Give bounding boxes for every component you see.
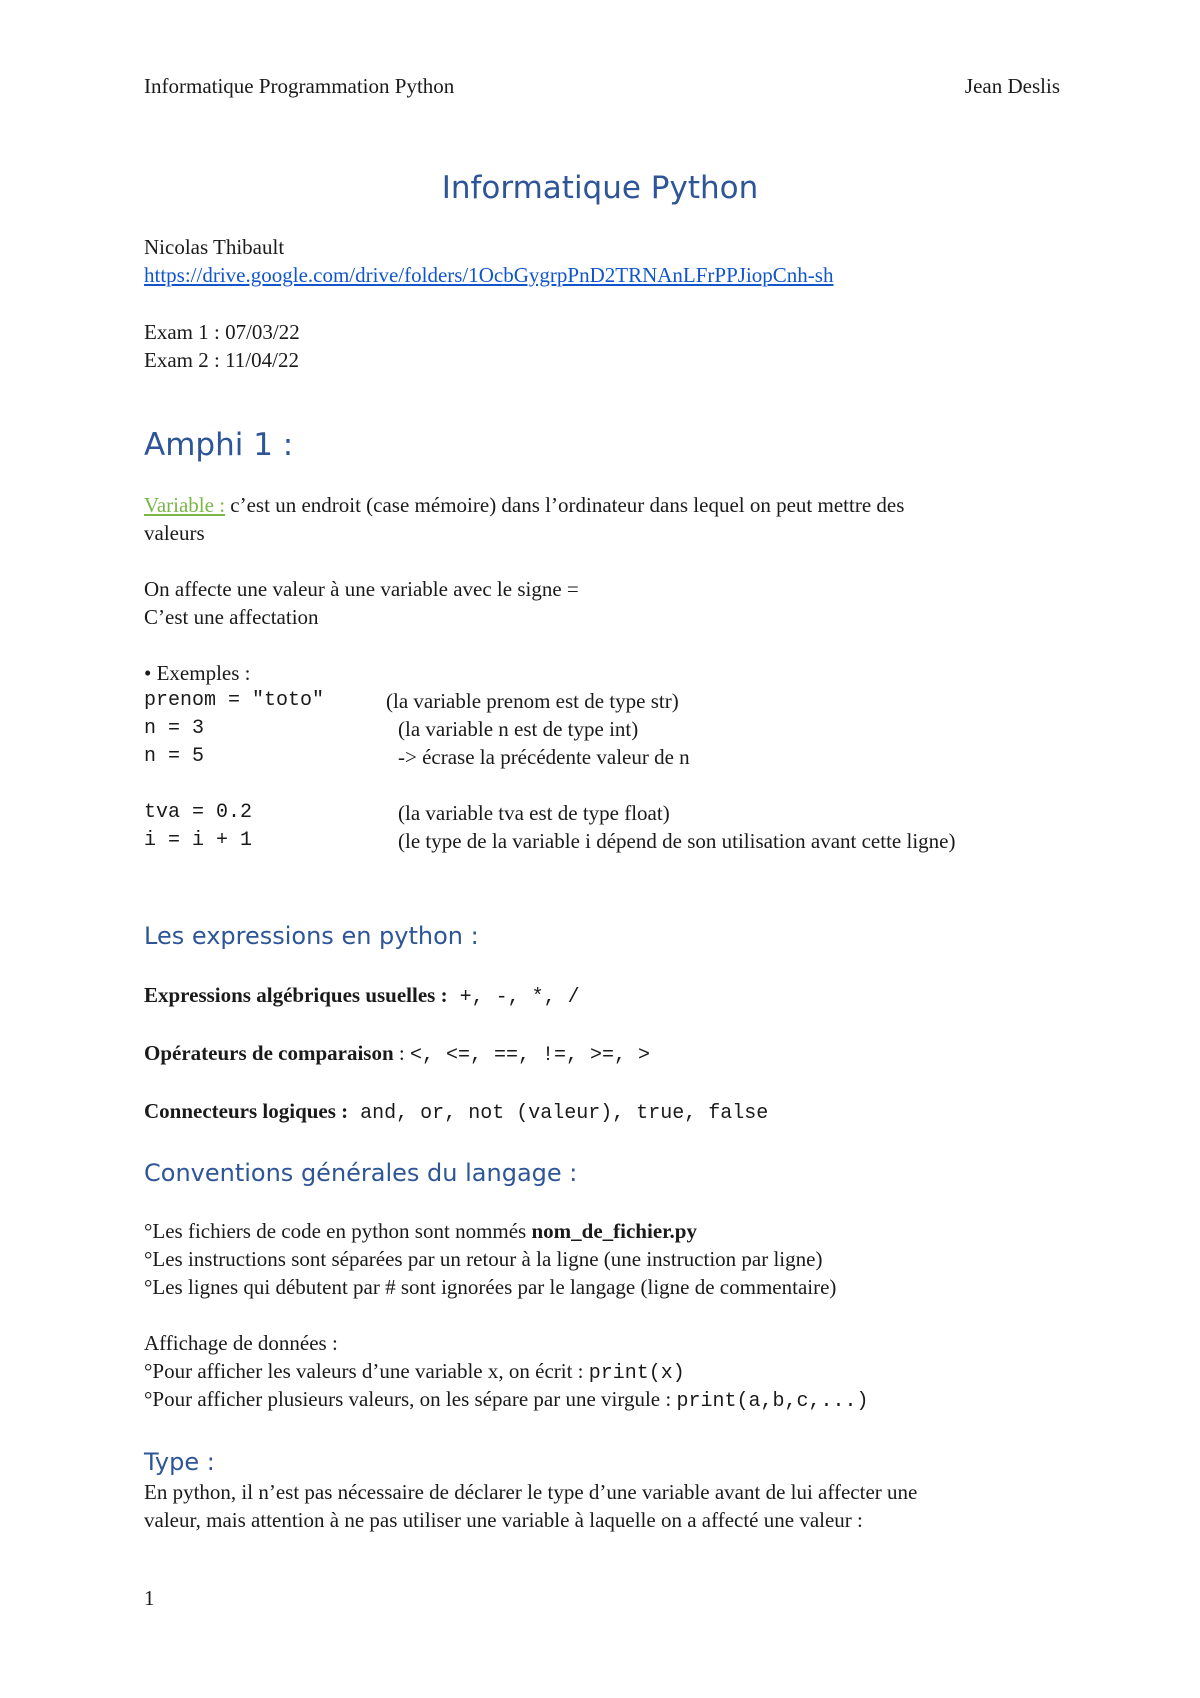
example-comment: (la variable tva est de type float) <box>398 801 670 825</box>
algebra-operators: +, -, *, / <box>447 986 580 1009</box>
convention-3: °Les lignes qui débutent par # sont ignorées par le langage (ligne de commentaire) <box>144 1275 837 1299</box>
examples-label: • Exemples : <box>144 661 251 685</box>
display-2 <box>144 1385 869 1416</box>
convention-1-text: °Les fichiers de code en python sont nommés <box>144 1219 532 1243</box>
variable-def-cont: valeurs <box>144 521 205 545</box>
example-comment: (la variable prenom est de type str) <box>386 689 679 713</box>
affect-line-1: On affecte une valeur à une variable avec le signe = <box>144 577 579 601</box>
header-right: Jean Deslis <box>964 74 1060 98</box>
example-code: n = 3 <box>144 717 205 740</box>
example-comment: (le type de la variable i dépend de son utilisation avant cette ligne) <box>398 829 956 853</box>
exam-2: Exam 2 : 11/04/22 <box>144 348 299 372</box>
section-heading-expressions: Les expressions en python : <box>144 922 479 950</box>
algebra-label: Expressions algébriques usuelles : <box>144 983 448 1007</box>
convention-1 <box>144 1217 697 1245</box>
variable-definition <box>144 491 904 519</box>
page-number: 1 <box>144 1586 155 1610</box>
variable-def-text: c’est un endroit (case mémoire) dans l’ordinateur dans lequel on peut mettre des <box>225 493 905 517</box>
example-code: tva = 0.2 <box>144 801 253 824</box>
exam-1: Exam 1 : 07/03/22 <box>144 320 300 344</box>
display-2-text: °Pour afficher plusieurs valeurs, on les sépare par une virgule : <box>144 1387 677 1411</box>
section-heading-amphi: Amphi 1 : <box>144 427 294 463</box>
type-line-2: valeur, mais attention à ne pas utiliser une variable à laquelle on a affecté une valeur : <box>144 1508 863 1532</box>
example-comment: -> écrase la précédente valeur de n <box>398 745 690 769</box>
example-comment: (la variable n est de type int) <box>398 717 639 741</box>
variable-term: Variable : <box>144 493 226 517</box>
header-left: Informatique Programmation Python <box>144 74 455 98</box>
logic-line <box>144 1097 768 1128</box>
section-heading-conventions: Conventions générales du langage : <box>144 1159 578 1187</box>
compare-line <box>144 1039 650 1070</box>
compare-sep: : <box>393 1041 410 1065</box>
compare-operators: <, <=, ==, !=, >=, > <box>410 1044 651 1067</box>
convention-1-filename: nom_de_fichier.py <box>531 1219 697 1243</box>
drive-link[interactable]: https://drive.google.com/drive/folders/1OcbGygrpPnD2TRNAnLFrPPJiopCnh-sh <box>144 263 834 287</box>
display-label: Affichage de données : <box>144 1331 338 1355</box>
type-line-1: En python, il n’est pas nécessaire de déclarer le type d’une variable avant de lui affecter une <box>144 1480 918 1504</box>
convention-2: °Les instructions sont séparées par un retour à la ligne (une instruction par ligne) <box>144 1247 823 1271</box>
example-code: prenom = "toto" <box>144 689 325 712</box>
display-1 <box>144 1357 685 1388</box>
affect-line-2: C’est une affectation <box>144 605 319 629</box>
display-1-text: °Pour afficher les valeurs d’une variable x, on écrit : <box>144 1359 589 1383</box>
logic-operators: and, or, not (valeur), true, false <box>348 1102 769 1125</box>
algebra-line <box>144 981 580 1012</box>
page-title: Informatique Python <box>441 170 759 206</box>
display-2-code: print(a,b,c,...) <box>676 1390 869 1413</box>
author-name: Nicolas Thibault <box>144 235 285 259</box>
section-heading-type: Type : <box>144 1448 215 1476</box>
example-code: n = 5 <box>144 745 205 768</box>
display-1-code: print(x) <box>588 1362 685 1385</box>
logic-label: Connecteurs logiques : <box>144 1099 349 1123</box>
example-code: i = i + 1 <box>144 829 253 852</box>
compare-label: Opérateurs de comparaison <box>144 1041 394 1065</box>
